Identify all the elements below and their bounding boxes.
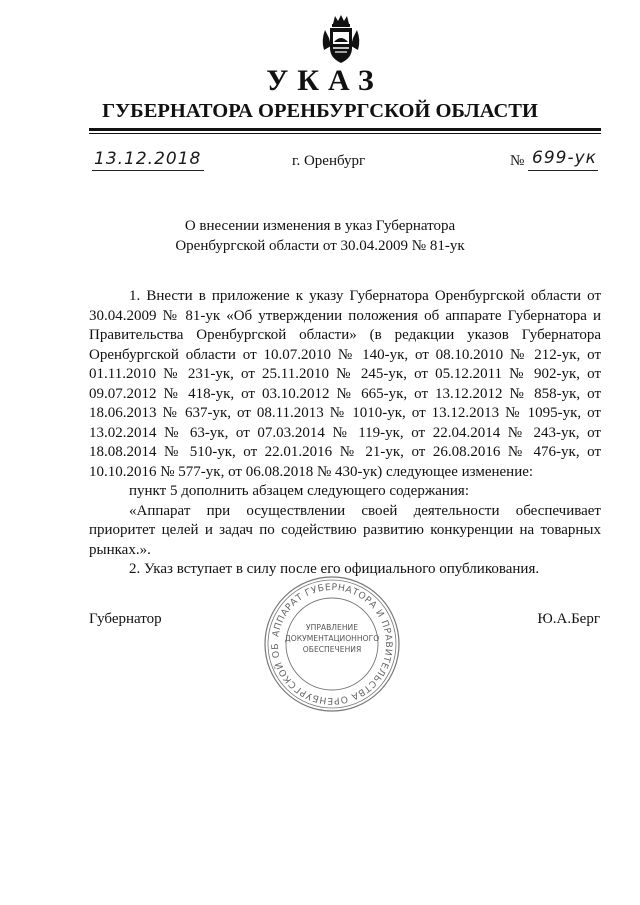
date-value: 13.12.2018 (94, 149, 202, 169)
number-field (510, 148, 602, 176)
issuer-heading: ГУБЕРНАТОРА ОРЕНБУРГСКОЙ ОБЛАСТИ (102, 100, 538, 122)
date-underline (92, 170, 204, 171)
header-rule-thin (89, 133, 601, 134)
seal-center-line: ДОКУМЕНТАЦИОННОГО (284, 634, 380, 643)
signature-name: Ю.А.Берг (537, 611, 600, 627)
subject-line: Оренбургской области от 30.04.2009 № 81-ук (175, 238, 465, 254)
document-type-heading: УКАЗ (266, 64, 383, 97)
body-paragraph: 2. Указ вступает в силу после его официального опубликования. (129, 561, 540, 577)
document-subject (0, 216, 640, 256)
body-paragraph: «Аппарат при осуществлении своей деятельности обеспечивает приоритет целей и задач по содействию развитию конкуренции на товарных рынках.». (89, 502, 601, 558)
header-rule-thick (89, 128, 601, 131)
number-underline (528, 170, 598, 171)
number-value: 699-ук (532, 148, 597, 168)
number-sign: № (510, 153, 525, 169)
seal-center-line: ОБЕСПЕЧЕНИЯ (302, 645, 362, 654)
document-body (89, 287, 601, 580)
date-field (92, 149, 204, 173)
seal-ring-text: АППАРАТ ГУБЕРНАТОРА И ПРАВИТЕЛЬСТВА ОРЕНБУРГСКОЙ ОБ (269, 581, 395, 707)
signature-title: Губернатор (89, 611, 162, 627)
official-seal (262, 574, 402, 714)
body-paragraph: 1. Внести в приложение к указу Губернатора Оренбургской области от 30.04.2009 № 81-ук «Об утверждении положения об аппарате Губернатора и Правительства Оренбургской области» (в редакции указов Губернатора Оренбургской области от 10.07.2010 № 140-ук, от 08.10.2010 № 212-ук, от 01.11.2010 № 231-ук, от 25.11.2010 № 245-ук, от 05.12.2011 № 902-ук, от 09.07.2012 № 418-ук, от 03.10.2012 № 665-ук, от 13.12.2012 № 858-ук, от 18.06.2013 № 637-ук, от 08.11.2013 № 1010-ук, от 13.12.2013 № 1095-ук, от 13.02.2014 № 63-ук, от 07.03.2014 № 119-ук, от 22.04.2014 № 243-ук, от 18.08.2014 № 510-ук, от 22.01.2016 № 21-ук, от 26.08.2016 № 476-ук, от 10.10.2016 № 577-ук, от 06.08.2018 № 430-ук) следующее изменение: (89, 288, 601, 480)
seal-center-line: УПРАВЛЕНИЕ (305, 623, 359, 632)
city-label: г. Оренбург (292, 153, 366, 169)
subject-line: О внесении изменения в указ Губернатора (184, 218, 456, 234)
coat-of-arms-icon (321, 14, 361, 66)
body-paragraph: пункт 5 дополнить абзацем следующего содержания: (129, 483, 469, 499)
